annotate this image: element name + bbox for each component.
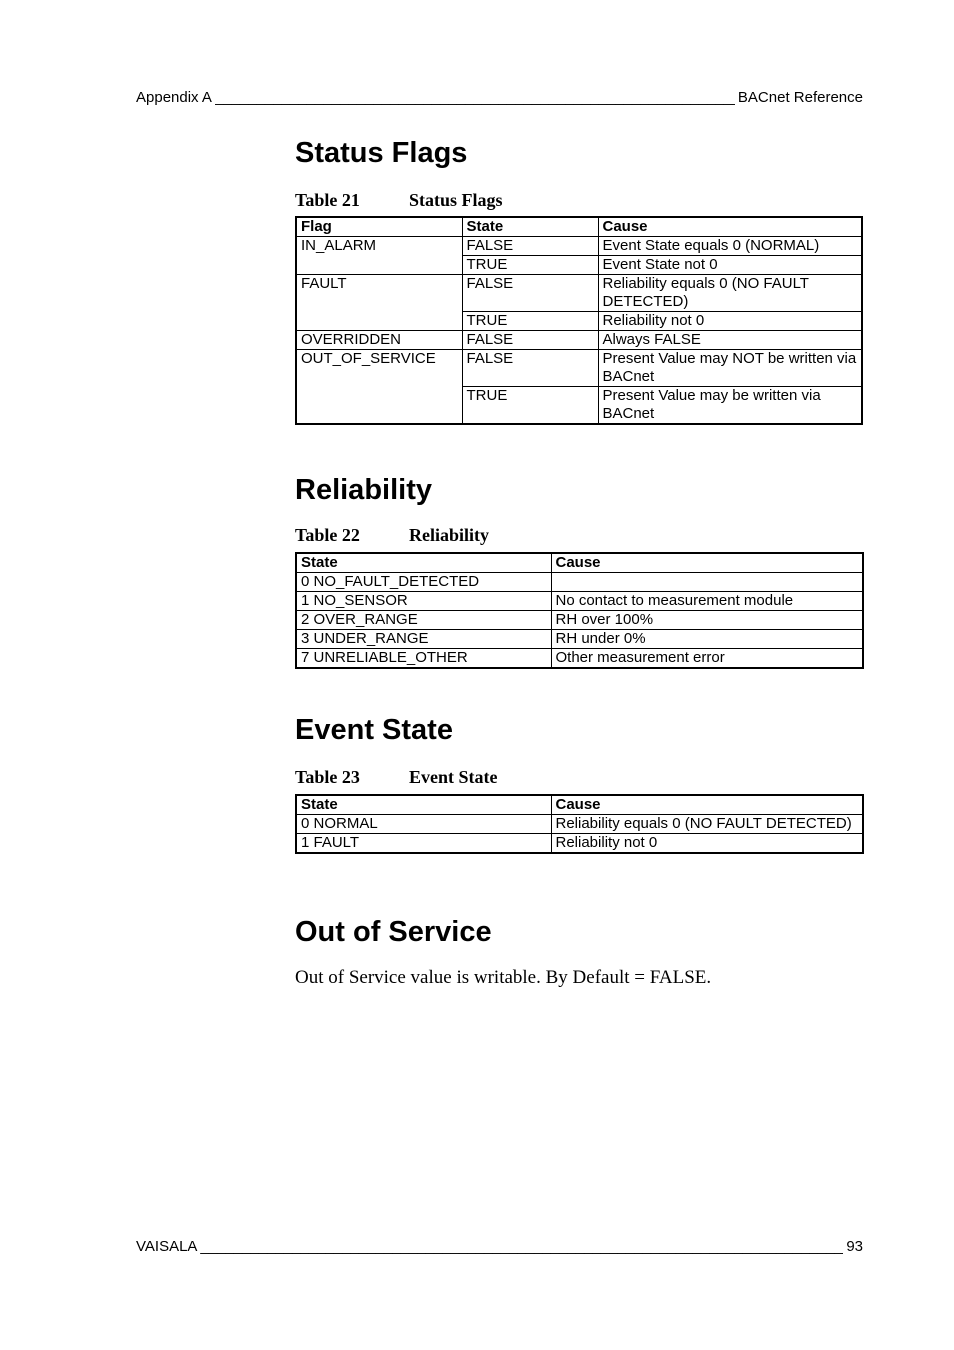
reliability-table — [295, 552, 864, 669]
page-header — [136, 89, 863, 106]
cause-cell — [551, 573, 863, 592]
event-state-table — [295, 794, 864, 854]
state-cell: TRUE — [462, 312, 598, 331]
page-number: 93 — [846, 1238, 863, 1255]
section-heading-status-flags: Status Flags — [295, 137, 468, 169]
state-cell: 0 NO_FAULT_DETECTED — [296, 573, 551, 592]
state-cell: TRUE — [462, 387, 598, 425]
table-row — [296, 611, 863, 630]
header-title: BACnet Reference — [737, 89, 863, 106]
cause-cell: Reliability not 0 — [551, 834, 863, 854]
table-row — [296, 237, 862, 256]
column-header: State — [462, 217, 598, 237]
table-row — [296, 275, 862, 312]
flag-cell: OUT_OF_SERVICE — [296, 350, 462, 425]
state-cell: 2 OVER_RANGE — [296, 611, 551, 630]
column-header: Flag — [296, 217, 462, 237]
section-heading-event-state: Event State — [295, 714, 453, 746]
table-row — [296, 834, 863, 854]
state-cell: FALSE — [462, 331, 598, 350]
flag-cell: IN_ALARM — [296, 237, 462, 275]
header-rule — [215, 89, 735, 106]
table-row — [296, 649, 863, 669]
state-cell: TRUE — [462, 256, 598, 275]
table-row — [296, 573, 863, 592]
footer-company: VAISALA — [136, 1238, 198, 1255]
out-of-service-paragraph: Out of Service value is writable. By Default = FALSE. — [295, 967, 712, 988]
table-row — [296, 630, 863, 649]
cause-cell: Reliability equals 0 (NO FAULT DETECTED) — [598, 275, 862, 312]
table-caption-21 — [295, 191, 503, 209]
cause-cell: Reliability not 0 — [598, 312, 862, 331]
cause-cell: Event State equals 0 (NORMAL) — [598, 237, 862, 256]
page-footer — [136, 1238, 863, 1255]
column-header: Cause — [598, 217, 862, 237]
cause-cell: Always FALSE — [598, 331, 862, 350]
state-cell: 7 UNRELIABLE_OTHER — [296, 649, 551, 669]
table-header-row — [296, 217, 862, 237]
cause-cell: RH under 0% — [551, 630, 863, 649]
cause-cell: RH over 100% — [551, 611, 863, 630]
table-caption-22 — [295, 526, 489, 544]
state-cell: 3 UNDER_RANGE — [296, 630, 551, 649]
table-row — [296, 331, 862, 350]
caption-number: Table 23 — [295, 767, 360, 787]
table-header-row — [296, 795, 863, 815]
column-header: Cause — [551, 553, 863, 573]
cause-cell: No contact to measurement module — [551, 592, 863, 611]
section-heading-reliability: Reliability — [295, 474, 432, 506]
table-row — [296, 815, 863, 834]
caption-number: Table 21 — [295, 190, 360, 210]
column-header: Cause — [551, 795, 863, 815]
state-cell: FALSE — [462, 275, 598, 312]
cause-cell: Present Value may be written via BACnet — [598, 387, 862, 425]
footer-rule — [200, 1238, 843, 1255]
column-header: State — [296, 795, 551, 815]
state-cell: FALSE — [462, 237, 598, 256]
cause-cell: Reliability equals 0 (NO FAULT DETECTED) — [551, 815, 863, 834]
table-header-row — [296, 553, 863, 573]
caption-title: Event State — [409, 767, 498, 787]
cause-cell: Present Value may NOT be written via BACnet — [598, 350, 862, 387]
cause-cell: Other measurement error — [551, 649, 863, 669]
status-flags-table — [295, 216, 863, 425]
state-cell: 1 NO_SENSOR — [296, 592, 551, 611]
flag-cell: OVERRIDDEN — [296, 331, 462, 350]
cause-cell: Event State not 0 — [598, 256, 862, 275]
table-caption-23 — [295, 768, 498, 786]
state-cell: 0 NORMAL — [296, 815, 551, 834]
state-cell: FALSE — [462, 350, 598, 387]
flag-cell: FAULT — [296, 275, 462, 331]
caption-title: Status Flags — [409, 190, 503, 210]
column-header: State — [296, 553, 551, 573]
caption-title: Reliability — [409, 525, 489, 545]
caption-number: Table 22 — [295, 525, 360, 545]
header-chapter: Appendix A — [136, 89, 212, 106]
table-row — [296, 350, 862, 387]
state-cell: 1 FAULT — [296, 834, 551, 854]
table-row — [296, 592, 863, 611]
section-heading-out-of-service: Out of Service — [295, 916, 492, 948]
